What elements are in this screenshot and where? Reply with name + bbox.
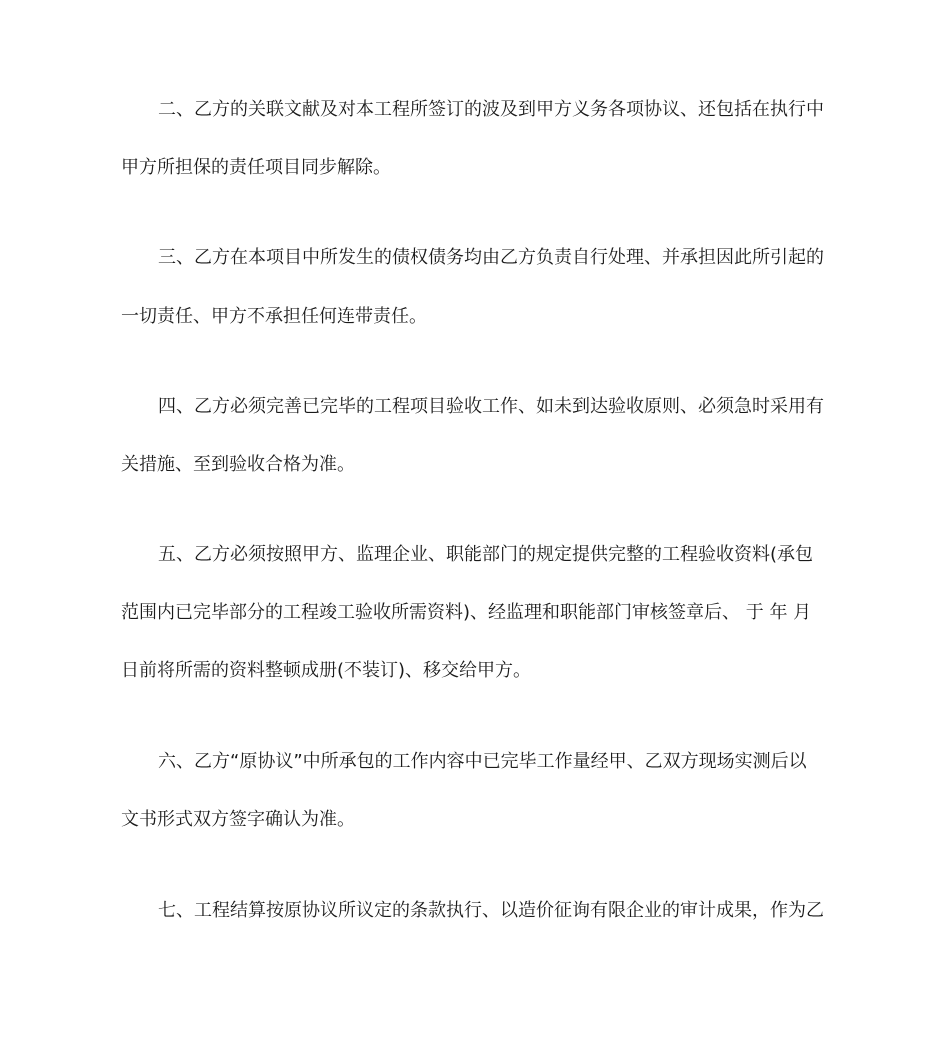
paragraph-4-line-1: 四、乙方必须完善已完毕的工程项目验收工作、如未到达验收原则、必须急时采用有 (158, 396, 824, 417)
paragraph-5-line-3: 日前将所需的资料整顿成册(不装订)、移交给甲方。 (121, 660, 532, 681)
paragraph-4-line-2: 关措施、至到验收合格为准。 (121, 454, 355, 475)
paragraph-2-line-2: 甲方所担保的责任项目同步解除。 (121, 157, 391, 178)
paragraph-3-line-1: 三、乙方在本项目中所发生的债权债务均由乙方负责自行处理、并承担因此所引起的 (158, 247, 824, 268)
paragraph-3-line-2: 一切责任、甲方不承担任何连带责任。 (121, 306, 427, 327)
paragraph-2-line-1: 二、乙方的关联文献及对本工程所签订的波及到甲方义务各项协议、还包括在执行中 (158, 99, 824, 120)
paragraph-7-line-1: 七、工程结算按原协议所议定的条款执行、以造价征询有限企业的审计成果，作为乙 (158, 900, 824, 921)
paragraph-5-line-1: 五、乙方必须按照甲方、监理企业、职能部门的规定提供完整的工程验收资料(承包 (158, 544, 814, 565)
paragraph-6-line-2: 文书形式双方签字确认为准。 (121, 809, 355, 830)
paragraph-6-line-1: 六、乙方“原协议”中所承包的工作内容中已完毕工作量经甲、乙双方现场实测后以 (158, 751, 807, 772)
paragraph-5-line-2: 范围内已完毕部分的工程竣工验收所需资料)、经监理和职能部门审核签章后、 于 年 月 (121, 602, 812, 623)
